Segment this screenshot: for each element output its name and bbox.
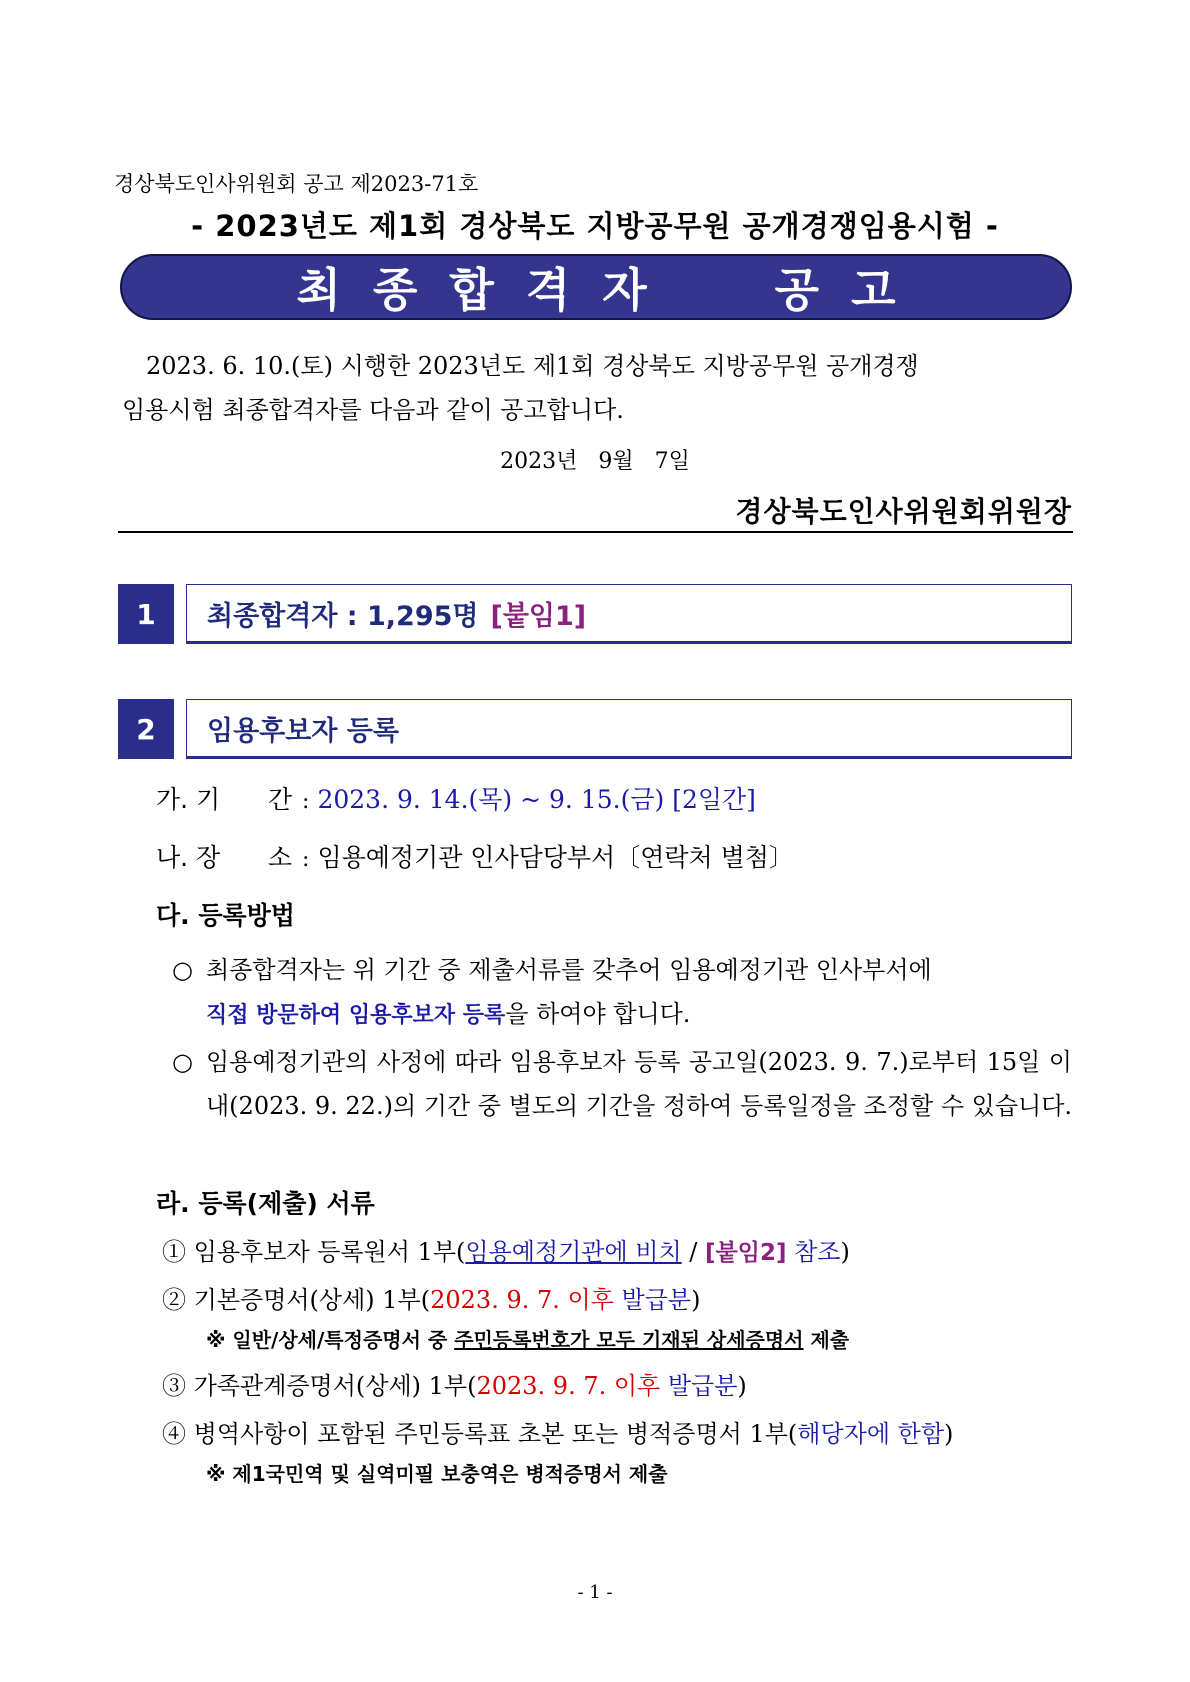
- document-item-2: ② 기본증명서(상세) 1부(2023. 9. 7. 이후 발급분): [162, 1286, 701, 1314]
- document-item-1: ① 임용후보자 등록원서 1부(임용예정기관에 비치 / [붙임2] 참조): [162, 1238, 850, 1266]
- intro-paragraph: [122, 344, 1072, 432]
- banner-title: 최종합격자 공고: [296, 263, 928, 317]
- bullet-circle-icon: ○: [172, 1048, 193, 1076]
- bullet-2-text: 임용예정기관의 사정에 따라 임용후보자 등록 공고일(2023. 9. 7.)로부터 15일 이내(2023. 9. 22.)의 기간 중 별도의 기간을 정하여 등록일정을 조정할 수 있습니다.: [206, 1048, 1073, 1120]
- section-1-title: 최종합격자 : 1,295명: [207, 600, 479, 632]
- section-2-header: [186, 699, 1072, 759]
- place-value: 임용예정기관 인사담당부서〔연락처 별첨〕: [317, 843, 794, 872]
- title-banner: [120, 254, 1072, 320]
- method-heading: 다. 등록방법: [156, 901, 295, 930]
- intro-line-1: 2023. 6. 10.(토) 시행한 2023년도 제1회 경상북도 지방공무원 공개경쟁: [146, 352, 919, 380]
- document-note-2: ※ 일반/상세/특정증명서 중 주민등록번호가 모두 기재된 상세증명서 제출: [206, 1328, 850, 1352]
- divider-line: [118, 531, 1073, 533]
- period-label: 가. 기 간: [156, 785, 293, 814]
- issue-date-red: 2023. 9. 7. 이후: [430, 1286, 614, 1314]
- notice-date: 2023년 9월 7일: [500, 449, 690, 474]
- method-bullet-2: [172, 1040, 1072, 1180]
- registration-place: 나. 장 소 : 임용예정기관 인사담당부서〔연락처 별첨〕: [156, 838, 794, 874]
- intro-line-2: 임용시험 최종합격자를 다음과 같이 공고합니다.: [122, 396, 624, 424]
- period-value: 2023. 9. 14.(목) ~ 9. 15.(금) [2일간]: [317, 785, 756, 814]
- notice-number: 경상북도인사위원회 공고 제2023-71호: [114, 172, 479, 196]
- method-bullet-1: [172, 948, 1072, 1038]
- section-1-attachment: [붙임1]: [490, 600, 587, 632]
- applicable-only: 해당자에 한함: [797, 1420, 945, 1448]
- page-number: - 1 -: [577, 1582, 613, 1603]
- attachment-2: [붙임2]: [705, 1240, 787, 1266]
- issue-date-red: 2023. 9. 7. 이후: [476, 1372, 661, 1400]
- section-1-header: [186, 584, 1072, 644]
- document-item-4: ④ 병역사항이 포함된 주민등록표 초본 또는 병적증명서 1부(해당자에 한함): [162, 1420, 954, 1448]
- section-2-title: 임용후보자 등록: [207, 715, 399, 747]
- form-location-link: 임용예정기관에 비치: [465, 1238, 682, 1266]
- documents-heading: 라. 등록(제출) 서류: [156, 1189, 375, 1218]
- signer: 경상북도인사위원회위원장: [735, 495, 1072, 528]
- bullet-circle-icon: ○: [172, 956, 193, 984]
- section-1-number: 1: [118, 584, 174, 644]
- registration-period: 가. 기 간 : 2023. 9. 14.(목) ~ 9. 15.(금) [2일간]: [156, 780, 756, 816]
- section-2-number: 2: [118, 699, 174, 759]
- exam-title: - 2023년도 제1회 경상북도 지방공무원 공개경쟁임용시험 -: [191, 209, 999, 243]
- document-item-3: ③ 가족관계증명서(상세) 1부(2023. 9. 7. 이후 발급분): [162, 1372, 747, 1400]
- direct-visit-highlight: 직접 방문하여 임용후보자 등록: [206, 1003, 506, 1028]
- place-label: 나. 장 소: [156, 843, 293, 872]
- bullet-1-text: 최종합격자는 위 기간 중 제출서류를 갖추어 임용예정기관 인사부서에 직접 방문하여 임용후보자 등록을 하여야 합니다.: [206, 956, 932, 1028]
- document-note-4: ※ 제1국민역 및 실역미필 보충역은 병적증명서 제출: [206, 1462, 668, 1486]
